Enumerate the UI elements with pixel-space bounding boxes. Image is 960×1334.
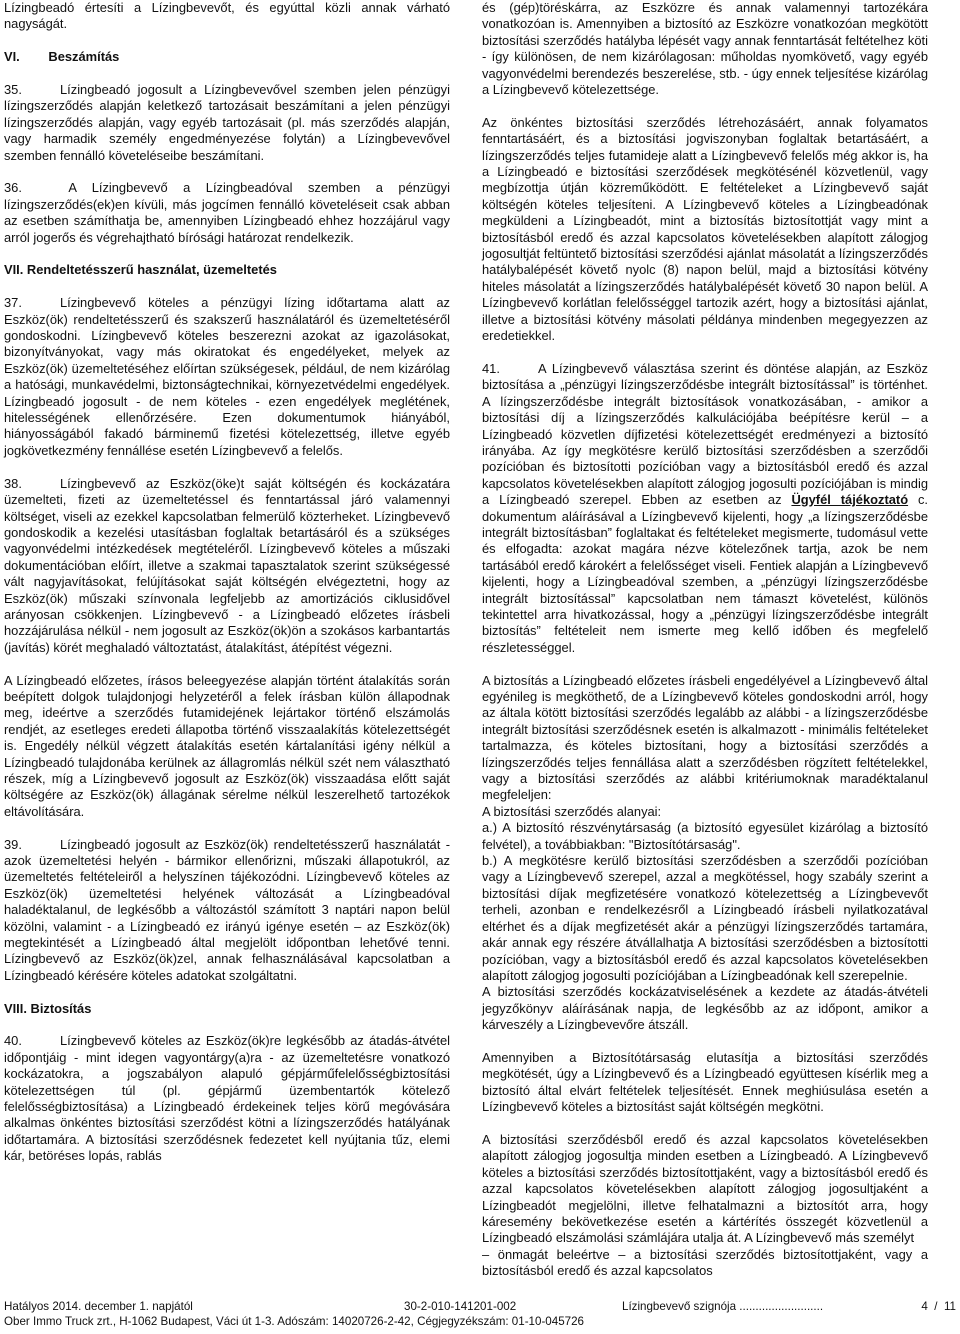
footer-page-number: 4 / 11 <box>921 1300 956 1313</box>
paragraph-35-text: Lízingbeadó jogosult a Lízingbevevővel szemben jelen pénzügyi lízingszerződés alapján keletkező tartozásait beszámítani a jelen pénzügyi lízingszerződés alapján, vagy egyéb tartozásait (pl. más szerződés alapján, vagy harmadik személy engedményezése folytán) a Lízingbevevővel szemben fennálló követeléseibe beszámítani. <box>4 82 450 163</box>
paragraph-41-self: – önmagát beleértve – a biztosítási szerződés biztosítottjaként, vagy a biztosításból eredő és azzal kapcsolatos <box>482 1246 928 1279</box>
paragraph-40-continued: és (gép)töréskárra, az Eszközre és annak valamennyi tartozékára vonatkozóan is. Amennyiben a biztosító az Eszközre vonatkozóan megkötött biztosítási szerződés hatályba lépését vagy annak fenntartását feltételhez köti - így különösen, de nem kizárólagosan: műholdas nyomkövető, vagy egyéb vagyonvédelmi berendezés beszerelése, stb. - úgy ennek teljesítése kizárólag a Lízingbevevő kötelezettsége. <box>482 0 928 98</box>
paragraph-number: 38. <box>4 475 22 491</box>
paragraph-41-risk-start: A biztosítási szerződés kockázatviselésének a kezdete az átadás-átvételi jegyzőkönyv aláírásának napja, de legkésőbb az az időpont, amikor a kárveszély a Lízingbevevőre átszáll. <box>482 984 928 1033</box>
footer-effective-date: Hatályos 2014. december 1. napjától <box>4 1300 193 1313</box>
page-footer <box>4 1300 956 1330</box>
paragraph-38 <box>4 476 450 656</box>
footer-signature-line: Lízingbevevő szignója .......................... <box>622 1300 824 1313</box>
paragraph-38b: A Lízingbeadó előzetes, írásos beleegyezése alapján történt átalakítás során beépített dolgok tulajdonjogi helyzetéről a felek írásban külön állapodnak meg, ideértve a szerződés futamidejének lejártakor történő elszámolás rendjét, az esetleges eredeti állapotba történő visszaalakítás kötelezettségét is. Engedély nélkül végzett átalakítás esetén kártalanítási igény nélkül a Lízingbeadó tulajdonába kerülnek az állagromlás nélkül szét nem választható részek, míg a Lízingbevevő jogosult az Eszköz(ök) visszaadása előtt saját költségére az Eszköz(ök) állagának sérelme nélkül leszerelhető tartozékok eltávolítására. <box>4 672 450 819</box>
paragraph-41-individual-insurance: A biztosítás a Lízingbeadó előzetes írásbeli engedélyével a Lízingbevevő által egyénileg is megköthető, de a Lízingbevevő köteles gondoskodni arról, hogy az általa kötött biztosítási szerződés legalább az alábbi - a lízingszerződésbe integrált biztosítási szerződésnek esetén is alkalmazott - minimális feltételeket tartalmazza, és köteles biztosítani, hogy a biztosítási szerződés a lízingszerződés teljes fennállása alatt a szerződésben rögzített feltételekkel, vagy a biztosítási szerződés az alábbi kritériumoknak maradéktalanul megfeleljen: <box>482 672 928 803</box>
footer-row-bottom <box>4 1315 956 1330</box>
paragraph-40-insurance-maintenance: Az önkéntes biztosítási szerződés létrehozásáért, annak folyamatos fenntartásáért, és a biztosítási jogviszonyban foglaltak betartásáért, a lízingszerződés teljes futamideje alatt a Lízingbevevő felelős még akkor is, ha a Lízingbeadó e biztosítási szerződések megkötésénél közvetlenül, vagy megbízottja útján közreműködött. E feltételeket a Lízingbevevő saját költségén köteles teljesíteni. A Lízingbevevő köteles a Lízingbeadónak megküldeni a Lízingbeadót, mint a biztosítás biztosítottját vagy mint a biztosításból eredő és azzal kapcsolatos követelésekben alapított zálogjog jogosultját feltüntető biztosítási szerződési ajánlat másolatát a lízingszerződés hatálybalépését követő nyolc (8) napon belül, majd a biztosítási kötvény hiteles másolatát a lízingszerződés hatálybalépését követő 30 napon belül. A Lízingbevevő korlátlan felelősséggel tartozik azért, hogy a biztosítási ajánlat, illetve a biztosítási kötvény másolati példánya mindenben megegyezzen az eredetiekkel. <box>482 114 928 344</box>
section-heading-viii: VIII. Biztosítás <box>4 1000 92 1016</box>
paragraph-40-text: Lízingbevevő köteles az Eszköz(ök)re legkésőbb az átadás-átvétel időpontjáig - mint idegen vagyontárgy(a)ra - az üzemeltetésre vonatkozó kockázatokra, a jogszabályon alapuló gépjárműfelelősségbiztosítási kötelezettségen túl (pl. gépjármű üzembentartók kötelező felelősségbiztosítása) a Lízingbeadó érdekeinek teljes körű megóvására alkalmas önkéntes biztosítási szerződést kötni a lízingszerződés hatályának időtartamára. A biztosítási szerződésnek fedezetet kell nyújtania tűz, elemi kár, betöréses lopás, rablás <box>4 1033 450 1164</box>
paragraph-39 <box>4 837 450 985</box>
section-heading-vii: VII. Rendeltetésszerű használat, üzemeltetés <box>4 262 277 278</box>
right-column <box>482 0 928 1280</box>
paragraph-41-lien: A biztosítási szerződésből eredő és azzal kapcsolatos követelésekben alapított zálogjog jogosultja minden esetben a Lízingbeadó. A Lízingbevevő köteles a biztosítási szerződés biztosítottjaként, vagy a biztosításból eredő és azzal kapcsolatos követelésekben alapított zálogjog jogosultjaként a Lízingbeadót megjelölni, illetve felhatalmazni a biztosítót arra, hogy káresemény bekövetkezése esetén a kártérítés összegét közvetlenül a Lízingbeadó elszámolási számlájára utalja át. A Lízingbevevő más személyt <box>482 1131 928 1246</box>
paragraph-number: 41. <box>482 360 500 376</box>
paragraph-41-refusal: Amennyiben a Biztosítótársaság elutasítja a biztosítási szerződés megkötését, úgy a Lízingbevevő és a Lízingbeadó együttesen kísérlik meg a biztosító által elvárt feltételek teljesítését. Ennek meghiúsulása esetén a Lízingbevevő köteles a biztosítást saját költségén megkötni. <box>482 1049 928 1115</box>
paragraph-number: 40. <box>4 1033 22 1049</box>
paragraph-41-item-b: b.) A megkötésre kerülő biztosítási szerződésben a szerződői pozícióban vagy a Lízingbevevő szerepel, azzal a megkötéssel, hogy szabály szerint a biztosítási díjak megfizetésére vonatkozó kötelezettség a Lízingbevevőt terheli, azonban e rendelkezésről a Lízingbeadó írásbeli nyilatkozatával eltérhet és a díjak megfizetését akár a pénzügyi lízingszerződés tartamára, akár annak egy részére átvállalhatja A biztosítási szerződésben a biztosítotti pozícióban, vagy a biztosításból eredő és azzal kapcsolatos követelésekben alapított zálogjog jogosulti pozíciójában a Lízingbeadónak kell szerepelnie. <box>482 853 928 983</box>
paragraph-41 <box>482 361 928 656</box>
paragraph-40 <box>4 1033 450 1164</box>
left-column <box>4 0 450 1165</box>
paragraph-41-text-b: c. dokumentum aláírásával a Lízingbevevő kijelenti, hogy „a lízingszerződésbe integrált biztosításban” foglaltakat és feltételeket megismerte, tudomásul vette és elfogadta: azokat magára nézve kötelezőnek tartja, azok be nem tartásából eredő károkért a felelősséget viseli. Fentiek alapján a Lízingbevevő kijelenti, hogy a Lízingbeadóval szemben, a „pénzügyi lízingszerződésbe integrált biztosítással” kapcsolatban nem támaszt követelést, különös tekintettel arra hivatkozással, hogy a „pénzügyi lízingszerződésbe integrált biztosítás” feltételeit nem ismerte meg kellő időben és megfelelő részletességgel. <box>482 492 929 655</box>
paragraph-41-item-a: a.) A biztosító részvénytársaság (a biztosító egyesület kizárólag a biztosító felvétel), a továbbiakban: "Biztosítótársaság". <box>482 820 928 852</box>
paragraph-36-text: A Lízingbevevő a Lízingbeadóval szemben a pénzügyi lízingszerződés(ek)en kívüli, más jogcímen fennálló követeléseit csak abban az esetben számíthatja be, amennyiben Lízingbeadó ehhez hozzájárul vagy arról jogerős és végrehajtható bírósági határozat rendelkezik. <box>4 180 450 245</box>
paragraph-41-text-a: A Lízingbevevő választása szerint és döntése alapján, az Eszköz biztosítása a „pénzügyi lízingszerződésbe integrált biztosítással” is történhet. A lízingszerződésbe integrált biztosítások vonatkozásában, - amikor a biztosítási díj a lízingszerződés kalkulációjába beépítésre kerül – a Lízingbeadó közvetlen díjfizetési kötelezettségét eredményezi a biztosító irányába. Az így megkötésre kerülő biztosítási szerződésben a szerződői pozícióban és biztosítotti pozícióban vagy a biztosításból eredő és azzal kapcsolatos követelésekben alapított zálogjog jogosulti pozíciójában is mindig a Lízingbeadó szerepel. Ebben az esetben az <box>482 360 928 508</box>
customer-info-link-text: Ügyfél tájékoztató <box>791 492 909 508</box>
footer-document-code: 30-2-010-141201-002 <box>404 1300 517 1313</box>
paragraph-intro: Lízingbeadó értesíti a Lízingbevevőt, és egyúttal közli annak várható nagyságát. <box>4 0 450 32</box>
paragraph-37-text: Lízingbevevő köteles a pénzügyi lízing időtartama alatt az Eszköz(ök) rendeltetésszerű és szakszerű használatáról és üzemeltetéséről gondoskodni. Lízingbevevő köteles beszerezni azokat az igazolásokat, bizonyítványokat, vagy más okiratokat és engedélyeket, melyek az Eszköz(ök) üzemeltetéséhez előírtan szükségesek, például, de nem kizárólag a hatósági, munkavédelmi, biztonságtechnikai, környezetvédelmi engedélyek. Lízingbeadó jogosult - de nem köteles - ezen engedélyek meglétének, hitelességének ellenőrzésére. Ezen dokumentumok hiányából, hiányosságából fakadó bárminemű fizetési kötelezettség, illetve egyéb jogkövetkezmény fennállése esetén Lízingbevevő a felelős. <box>4 295 450 458</box>
paragraph-38-text: Lízingbevevő az Eszköz(öke)t saját költségén és kockázatára üzemelteti, fizeti az üzemeltetéssel és fenntartással járó valamennyi költséget, viseli az ezekkel kapcsolatban felmerülő közterheket. Lízingbevevő gondoskodik a kezelési utasításban foglaltak betartásáról és a szükséges vagyonvédelmi intézkedések megtételéről. Lízingbevevő köteles a műszaki dokumentációban előírt, illetve a szakmai tapasztalatok szerint szükségessé vált nagyjavításokat, felújításokat saját költségén elvégeztetni, hogy az Eszköz(ök) műszaki színvonala legfeljebb az amortizációs ciklusidővel arányosan csökkenjen. Lízingbevevő - a Lízingbeadó előzetes írásbeli hozzájárulása nélkül - nem jogosult az Eszköz(ök)ön a szokásos karbantartás (javítás) körét meghaladó változtatást, átalakítást, átépítést végezni. <box>4 475 450 655</box>
paragraph-35 <box>4 82 450 164</box>
paragraph-number: 35. <box>4 82 22 97</box>
paragraph-39-text: Lízingbeadó jogosult az Eszköz(ök) rendeltetésszerű használatát - azok üzemeltetési helyén - bármikor ellenőrizni, műszaki állapotukról, az üzemeltetés feltételeiről a helyszínen tájékozódni. Lízingbevevő köteles az Eszköz(ök) üzemeltetési helyének változását a Lízingbeadóval haladéktalanul, de legkésőbb a változástól számított 3 naptári napon belül közölni, valamint - a Lízingbeadó ez irányú igénye esetén – az Eszköz(ök) megtekintését a Lízingbeadó által megjelölt időpontban lehetővé tenni. Lízingbevevő az Eszköz(ök)zel, annak felhasználásával kapcsolatban a Lízingbeadó kérésére köteles adatokat szolgáltatni. <box>4 836 450 983</box>
section-heading-vi: VI. Beszámítás <box>4 49 120 65</box>
paragraph-number: 36. <box>4 180 22 196</box>
paragraph-number: 37. <box>4 295 22 311</box>
footer-row-top <box>4 1300 956 1315</box>
paragraph-36 <box>4 180 450 246</box>
paragraph-37 <box>4 295 450 459</box>
paragraph-41-parties: A biztosítási szerződés alanyai: <box>482 803 662 819</box>
paragraph-number: 39. <box>4 836 22 852</box>
footer-company-info: Ober Immo Truck zrt., H-1062 Budapest, Váci út 1-3. Adószám: 14020726-2-42, Cégjegyzékszám: 01-10-045726 <box>4 1315 584 1328</box>
